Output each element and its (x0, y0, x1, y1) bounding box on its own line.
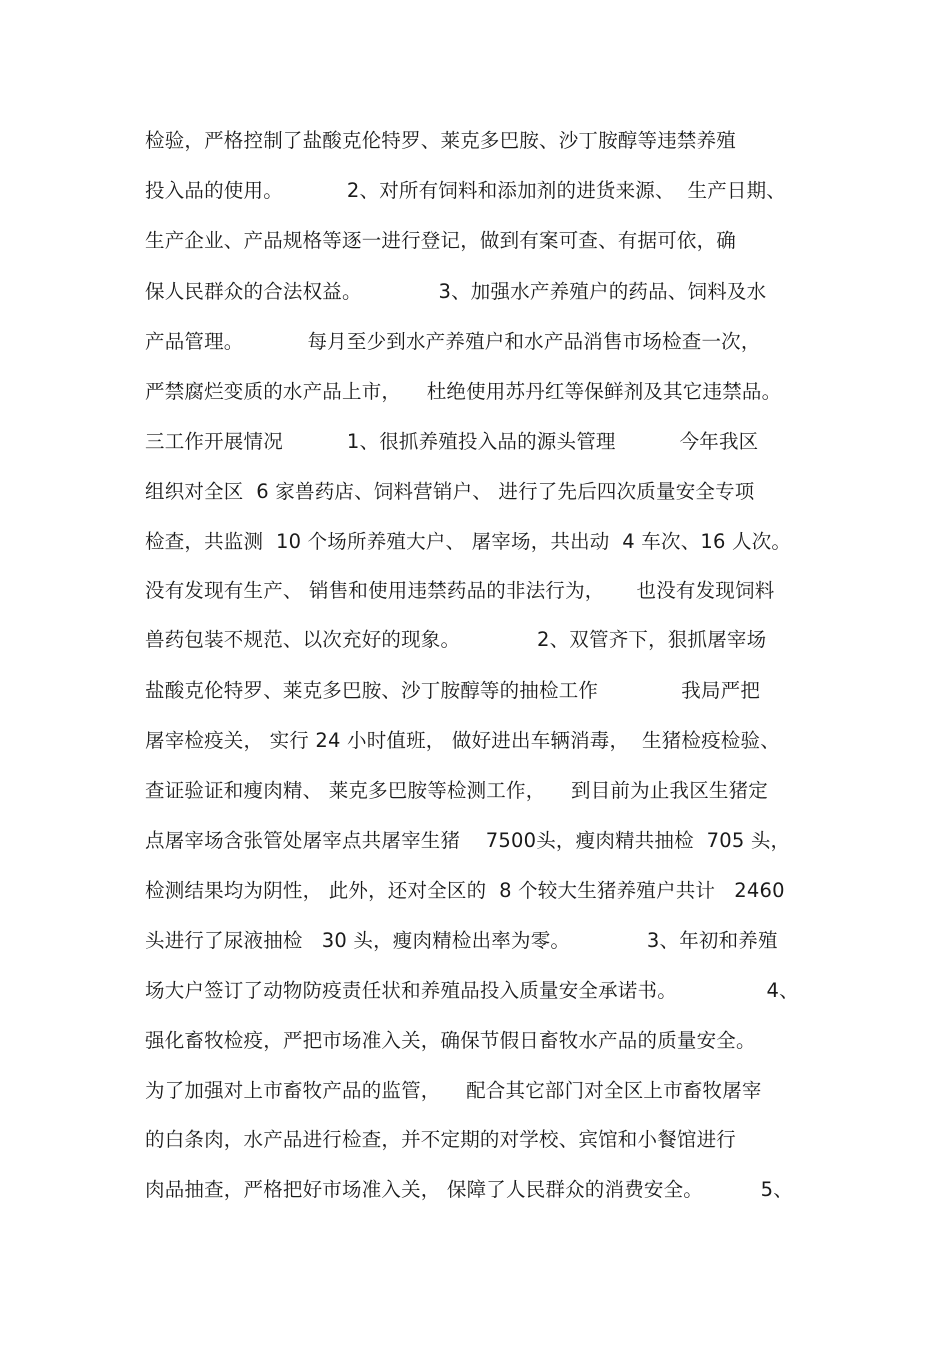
body-text-line: 产品管理。 每月至少到水产养殖户和水产品消售市场检查一次， (145, 330, 761, 353)
body-text-line: 检验，严格控制了盐酸克伦特罗、莱克多巴胺、沙丁胺醇等违禁养殖 (145, 129, 737, 152)
body-text-line: 的白条肉，水产品进行检查，并不定期的对学校、宾馆和小餐馆进行 (145, 1128, 737, 1151)
body-text-line: 检查，共监测 10 个场所养殖大户、 屠宰场，共出动 4 车次、16 人次。 (145, 530, 792, 553)
body-text-line: 投入品的使用。 2、对所有饲料和添加剂的进货来源、 生产日期、 (145, 179, 786, 202)
body-text-line: 点屠宰场含张管处屠宰点共屠宰生猪 7500头，瘦肉精共抽检 705 头， (145, 829, 791, 852)
body-text-line: 头进行了尿液抽检 30 头，瘦肉精检出率为零。 3、年初和养殖 (145, 929, 778, 952)
body-text-line: 三工作开展情况 1、很抓养殖投入品的源头管理 今年我区 (145, 430, 759, 453)
body-text-line: 生产企业、产品规格等逐一进行登记，做到有案可查、有据可依，确 (145, 229, 737, 252)
body-text-line: 查证验证和瘦肉精、 莱克多巴胺等检测工作， 到目前为止我区生猪定 (145, 779, 768, 802)
body-text-line: 场大户签订了动物防疫责任状和养殖品投入质量安全承诺书。 4、 (145, 979, 799, 1002)
body-text-line: 严禁腐烂变质的水产品上市， 杜绝使用苏丹红等保鲜剂及其它违禁品。 (145, 380, 782, 403)
body-text-line: 没有发现有生产、 销售和使用违禁药品的非法行为， 也没有发现饲料 (145, 579, 775, 602)
body-text-line: 肉品抽查，严格把好市场准入关， 保障了人民群众的消费安全。 5、 (145, 1178, 793, 1201)
body-text-line: 兽药包装不规范、以次充好的现象。 2、双管齐下，狠抓屠宰场 (145, 628, 767, 651)
body-text-line: 屠宰检疫关， 实行 24 小时值班， 做好进出车辆消毒， 生猪检疫检验、 (145, 729, 780, 752)
body-text-line: 盐酸克伦特罗、莱克多巴胺、沙丁胺醇等的抽检工作 我局严把 (145, 679, 761, 702)
body-text-line: 保人民群众的合法权益。 3、加强水产养殖户的药品、饲料及水 (145, 280, 767, 303)
body-text-line: 强化畜牧检疫，严把市场准入关，确保节假日畜牧水产品的质量安全。 (145, 1029, 756, 1052)
body-text-line: 为了加强对上市畜牧产品的监管， 配合其它部门对全区上市畜牧屠宰 (145, 1079, 762, 1102)
body-text-line: 检测结果均为阴性， 此外，还对全区的 8 个较大生猪养殖户共计 2460 (145, 879, 785, 902)
body-text-line: 组织对全区 6 家兽药店、饲料营销户、 进行了先后四次质量安全专项 (145, 480, 755, 503)
